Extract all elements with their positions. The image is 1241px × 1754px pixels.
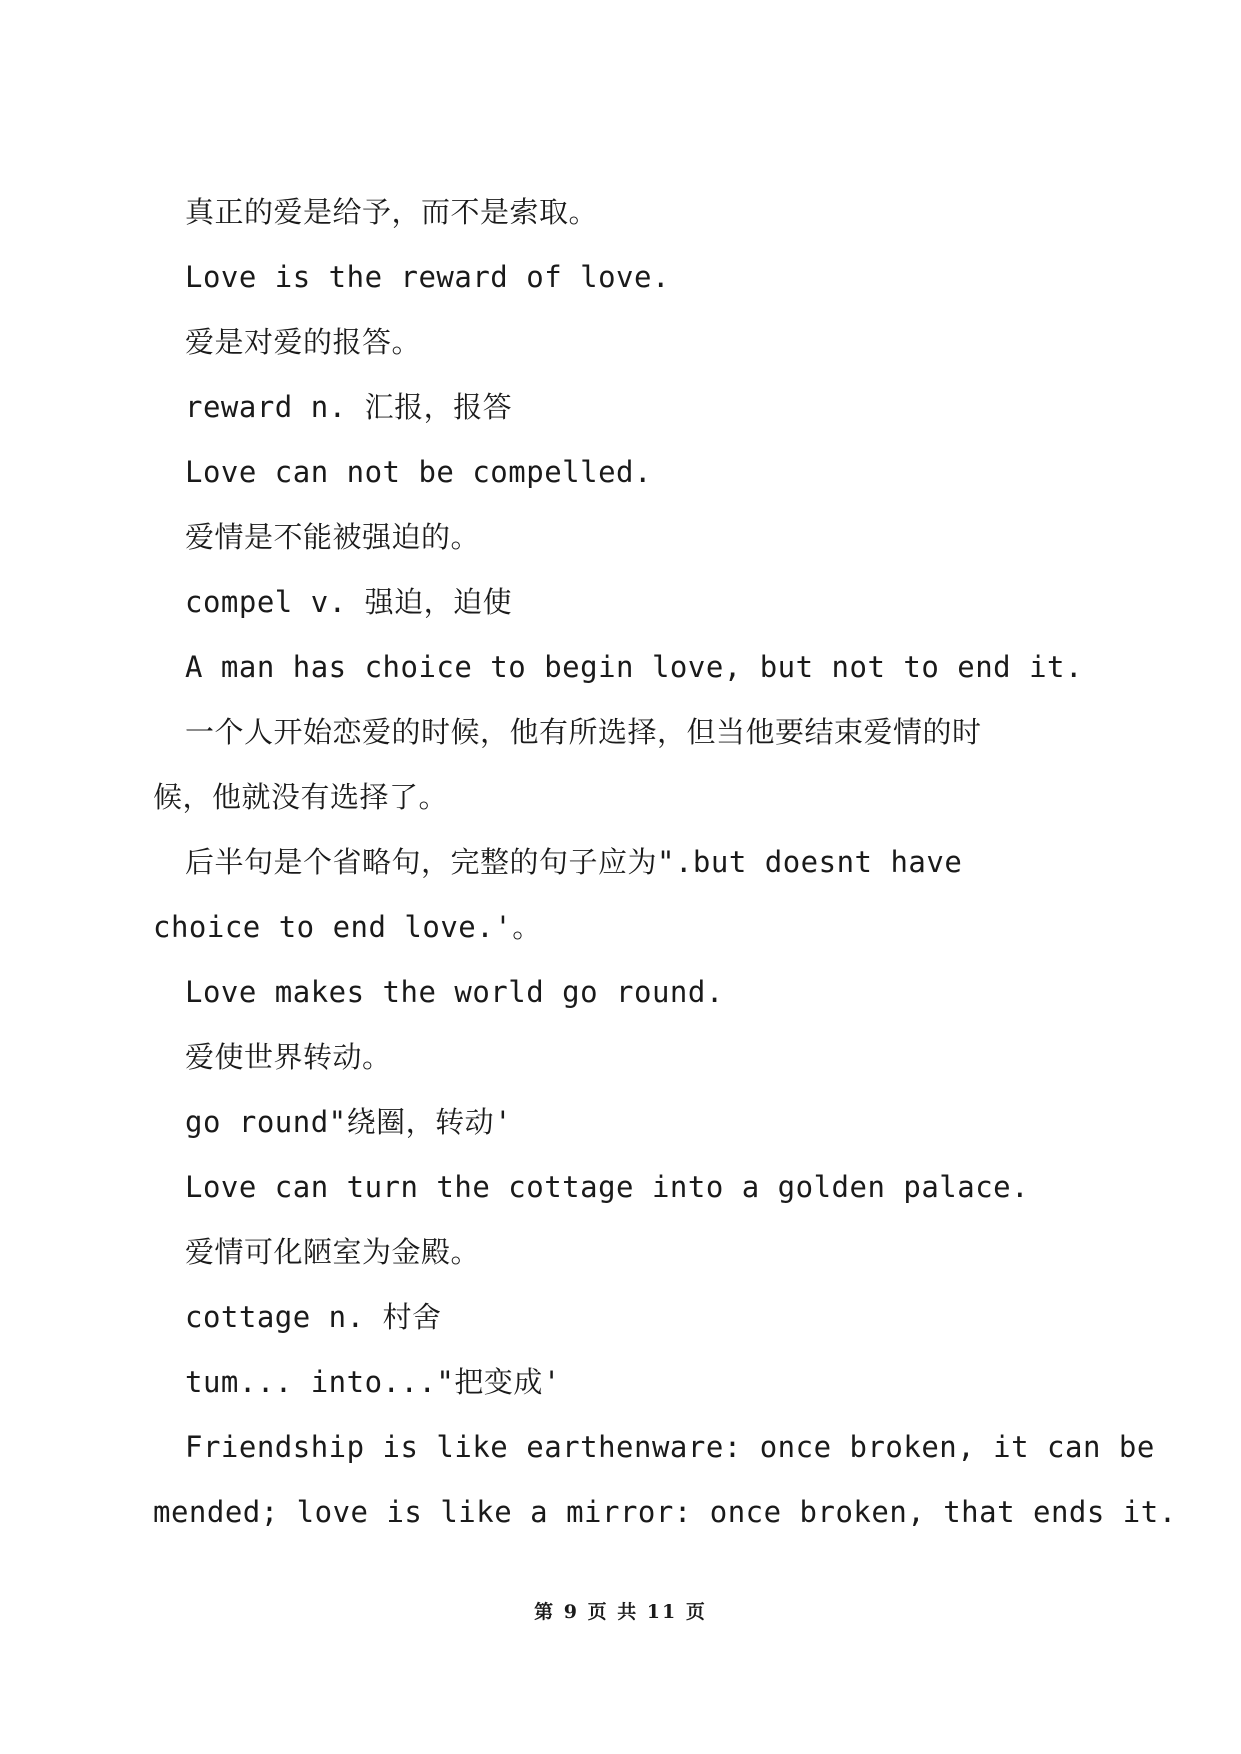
text-line: reward n. 汇报，报答 <box>185 390 513 424</box>
text-line: A man has choice to begin love, but not to end it. <box>185 650 1083 684</box>
text-line: tum... into..."把变成' <box>185 1365 561 1399</box>
text-line: 真正的爱是给予，而不是索取。 <box>185 195 599 229</box>
text-line: 后半句是个省略句，完整的句子应为".but doesnt have <box>185 845 963 879</box>
text-line: 爱使世界转动。 <box>185 1040 392 1074</box>
text-line: mended; love is like a mirror: once broken, that ends it. <box>153 1495 1177 1529</box>
text-line: Love can turn the cottage into a golden palace. <box>185 1170 1030 1204</box>
text-line: Love is the reward of love. <box>185 260 670 294</box>
text-line: choice to end love.'。 <box>153 910 542 944</box>
text-line: cottage n. 村舍 <box>185 1300 442 1334</box>
text-line: go round"绕圈，转动' <box>185 1105 513 1139</box>
text-line: Love makes the world go round. <box>185 975 724 1009</box>
text-line: Friendship is like earthenware: once broken, it can be <box>185 1430 1155 1464</box>
text-line: Love can not be compelled. <box>185 455 652 489</box>
document-body <box>153 180 1177 1545</box>
text-line: 爱情是不能被强迫的。 <box>185 520 481 554</box>
text-line: 爱是对爱的报答。 <box>185 325 422 359</box>
text-line: 爱情可化陋室为金殿。 <box>185 1235 481 1269</box>
text-line: compel v. 强迫，迫使 <box>185 585 513 619</box>
text-line: 候，他就没有选择了。 <box>153 780 449 814</box>
text-line: 一个人开始恋爱的时候，他有所选择，但当他要结束爱情的时 <box>185 715 982 749</box>
page-number-footer: 第 9 页 共 11 页 <box>534 1601 707 1623</box>
